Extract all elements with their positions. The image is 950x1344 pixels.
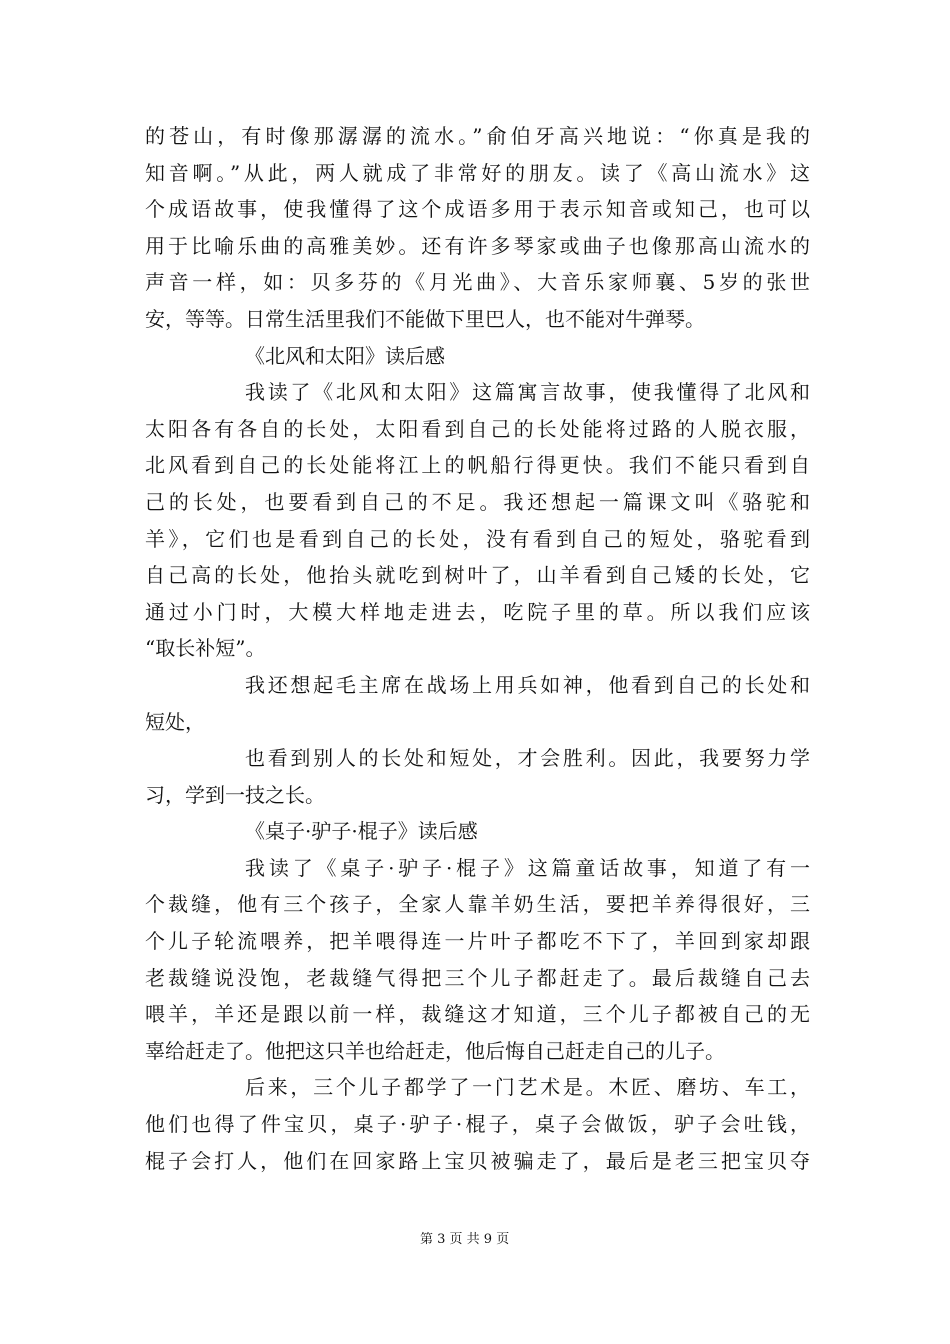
text-line: 声音一样，如：贝多芬的《月光曲》、大音乐家师襄、5岁的张世	[145, 270, 810, 295]
text-line: 习，学到一技之长。	[145, 782, 325, 807]
text-line: 羊》，它们也是看到自己的长处，没有看到自己的短处，骆驼看到	[145, 526, 810, 551]
page-footer: 第 3 页 共 9 页	[420, 1232, 510, 1247]
text-line: 自己高的长处，他抬头就吃到树叶了，山羊看到自己矮的长处，它	[145, 563, 810, 588]
text-line: 个儿子轮流喂养，把羊喂得连一片叶子都吃不下了，羊回到家却跟	[145, 929, 810, 954]
text-line: 个成语故事，使我懂得了这个成语多用于表示知音或知己，也可以	[145, 197, 810, 222]
text-line: 个裁缝，他有三个孩子，全家人靠羊奶生活，要把羊养得很好，三	[145, 892, 810, 917]
section-title: 《桌子·驴子·棍子》读后感	[245, 819, 478, 844]
text-line: 短处，	[145, 709, 205, 734]
section-title: 《北风和太阳》读后感	[245, 343, 445, 368]
text-line: 安，等等。日常生活里我们不能做下里巴人，也不能对牛弹琴。	[145, 306, 705, 331]
text-line: 用于比喻乐曲的高雅美妙。还有许多琴家或曲子也像那高山流水的	[145, 233, 810, 258]
text-line: 北风看到自己的长处能将江上的帆船行得更快。我们不能只看到自	[145, 453, 810, 478]
text-line: 棍子会打人，他们在回家路上宝贝被骗走了，最后是老三把宝贝夺	[145, 1148, 810, 1173]
text-line: 后来，三个儿子都学了一门艺术是。木匠、磨坊、车工，	[245, 1075, 810, 1100]
text-line: 通过小门时，大模大样地走进去，吃院子里的草。所以我们应该	[145, 599, 810, 624]
text-line: 我还想起毛主席在战场上用兵如神，他看到自己的长处和	[245, 672, 810, 697]
text-line: “取长补短”。	[145, 636, 266, 661]
text-line: 知音啊。”从此，两人就成了非常好的朋友。读了《高山流水》这	[145, 160, 810, 185]
text-line: 我读了《北风和太阳》这篇寓言故事，使我懂得了北风和	[245, 380, 810, 405]
text-line: 太阳各有各自的长处，太阳看到自己的长处能将过路的人脱衣服，	[145, 416, 810, 441]
text-line: 他们也得了件宝贝，桌子·驴子·棍子，桌子会做饭，驴子会吐钱，	[145, 1112, 810, 1137]
text-line: 也看到别人的长处和短处，才会胜利。因此，我要努力学	[245, 746, 810, 771]
text-line: 的苍山，有时像那潺潺的流水。”俞伯牙高兴地说：“你真是我的	[145, 124, 810, 148]
text-line: 老裁缝说没饱，老裁缝气得把三个儿子都赶走了。最后裁缝自己去	[145, 965, 810, 990]
text-line: 辜给赶走了。他把这只羊也给赶走，他后悔自己赶走自己的儿子。	[145, 1038, 725, 1063]
body-text	[145, 118, 810, 1179]
text-line: 己的长处，也要看到自己的不足。我还想起一篇课文叫《骆驼和	[145, 489, 810, 514]
text-line: 喂羊，羊还是跟以前一样，裁缝这才知道，三个儿子都被自己的无	[145, 1002, 810, 1027]
text-line: 我读了《桌子·驴子·棍子》这篇童话故事，知道了有一	[245, 855, 810, 880]
